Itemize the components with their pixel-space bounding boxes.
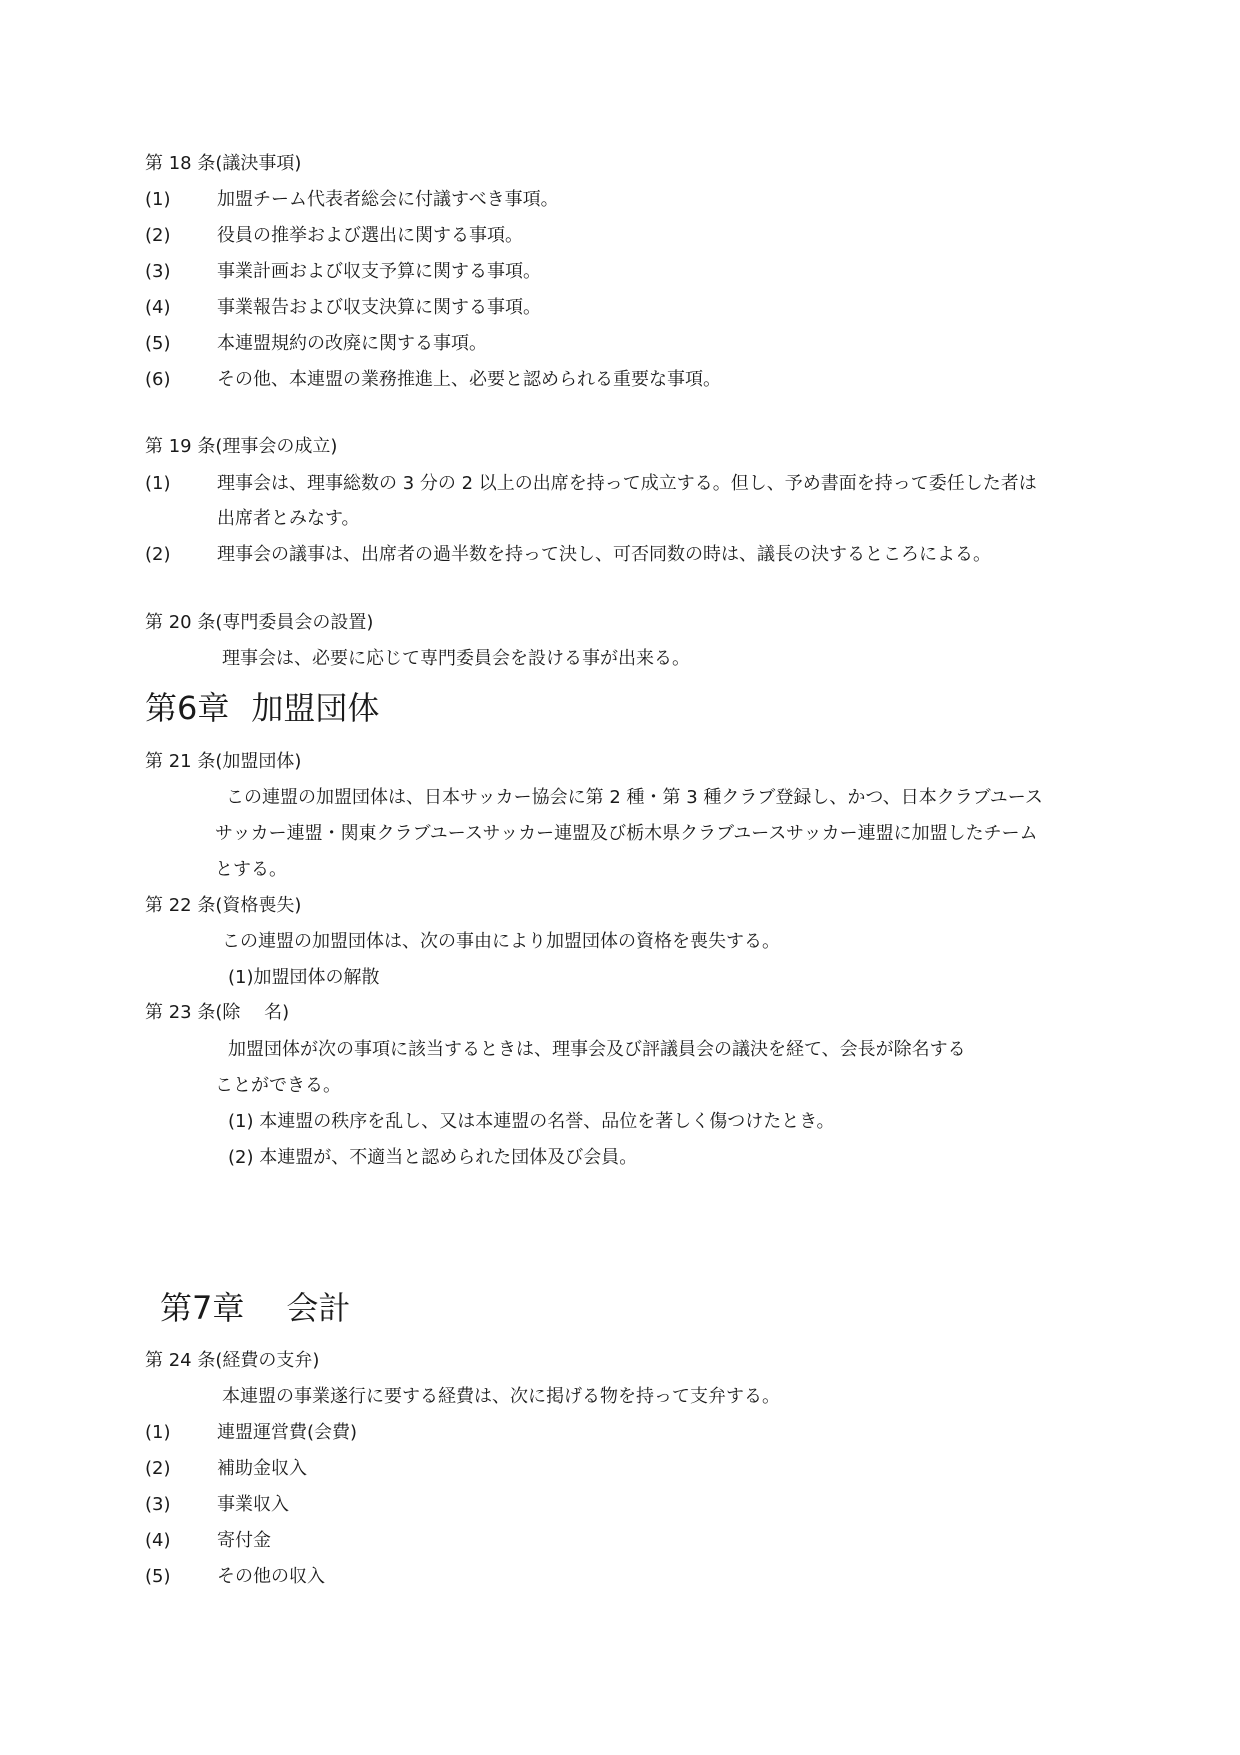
- article-18-title: 第 18 条(議決事項): [145, 153, 302, 174]
- chapter-number: 第7章: [160, 1289, 245, 1327]
- item-text: 役員の推挙および選出に関する事項。: [217, 225, 523, 246]
- chapter-6-heading: [145, 688, 379, 728]
- article-23-title: 第 23 条(除 名): [145, 1002, 290, 1023]
- item-number: (1): [145, 1422, 171, 1443]
- article-22-body: この連盟の加盟団体は、次の事由により加盟団体の資格を喪失する。: [222, 931, 780, 952]
- item-text-line-1: 理事会の議事は、出席者の過半数を持って決し、可否同数の時は、議長の決するところによる。: [217, 544, 991, 565]
- item-number: (2): [145, 1458, 171, 1479]
- article-23-line-1: 加盟団体が次の事項に該当するときは、理事会及び評議員会の議決を経て、会長が除名する: [228, 1039, 966, 1060]
- item-number: (5): [145, 1566, 171, 1587]
- item-text: 事業収入: [217, 1494, 289, 1515]
- article-21-line-3: とする。: [215, 859, 287, 880]
- chapter-name: 会計: [286, 1289, 351, 1327]
- item-text: その他、本連盟の業務推進上、必要と認められる重要な事項。: [217, 369, 721, 390]
- article-22-title: 第 22 条(資格喪失): [145, 895, 302, 916]
- article-20-title: 第 20 条(専門委員会の設置): [145, 612, 374, 633]
- chapter-name: 加盟団体: [251, 689, 380, 727]
- article-21-line-2: サッカー連盟・関東クラブユースサッカー連盟及び栃木県クラブユースサッカー連盟に加盟したチーム: [215, 823, 1038, 844]
- item-text: 加盟チーム代表者総会に付議すべき事項。: [217, 189, 559, 210]
- item-text: その他の収入: [217, 1566, 325, 1587]
- article-19-title: 第 19 条(理事会の成立): [145, 436, 338, 457]
- article-23-line-2: ことができる。: [215, 1075, 341, 1096]
- item-number: (5): [145, 333, 171, 354]
- item-text: 本連盟規約の改廃に関する事項。: [217, 333, 487, 354]
- item-text-line-1: 理事会は、理事総数の 3 分の 2 以上の出席を持って成立する。但し、予め書面を持って委任した者は: [217, 473, 1037, 494]
- article-23-sub-2: (2) 本連盟が、不適当と認められた団体及び会員。: [228, 1147, 638, 1168]
- item-number: (1): [145, 189, 171, 210]
- article-24-title: 第 24 条(経費の支弁): [145, 1350, 320, 1371]
- item-text: 事業報告および収支決算に関する事項。: [217, 297, 541, 318]
- item-text: 補助金収入: [217, 1458, 307, 1479]
- chapter-number: 第6章: [145, 689, 230, 727]
- article-21-line-1: この連盟の加盟団体は、日本サッカー協会に第 2 種・第 3 種クラブ登録し、かつ、日本クラブユース: [226, 787, 1043, 808]
- article-23-sub-1: (1) 本連盟の秩序を乱し、又は本連盟の名誉、品位を著しく傷つけたとき。: [228, 1111, 835, 1132]
- item-number: (1): [145, 473, 171, 494]
- item-number: (6): [145, 369, 171, 390]
- chapter-7-heading: [160, 1288, 350, 1328]
- item-number: (4): [145, 1530, 171, 1551]
- item-number: (3): [145, 261, 171, 282]
- article-20-body: 理事会は、必要に応じて専門委員会を設ける事が出来る。: [222, 648, 690, 669]
- item-text: 連盟運営費(会費): [217, 1422, 358, 1443]
- article-24-body: 本連盟の事業遂行に要する経費は、次に掲げる物を持って支弁する。: [222, 1386, 780, 1407]
- item-text: 寄付金: [217, 1530, 271, 1551]
- item-number: (2): [145, 225, 171, 246]
- article-22-sub-1: (1)加盟団体の解散: [228, 967, 380, 988]
- item-number: (2): [145, 544, 171, 565]
- item-text-line-2: 出席者とみなす。: [217, 508, 360, 529]
- item-number: (3): [145, 1494, 171, 1515]
- item-number: (4): [145, 297, 171, 318]
- article-21-title: 第 21 条(加盟団体): [145, 751, 302, 772]
- item-text: 事業計画および収支予算に関する事項。: [217, 261, 541, 282]
